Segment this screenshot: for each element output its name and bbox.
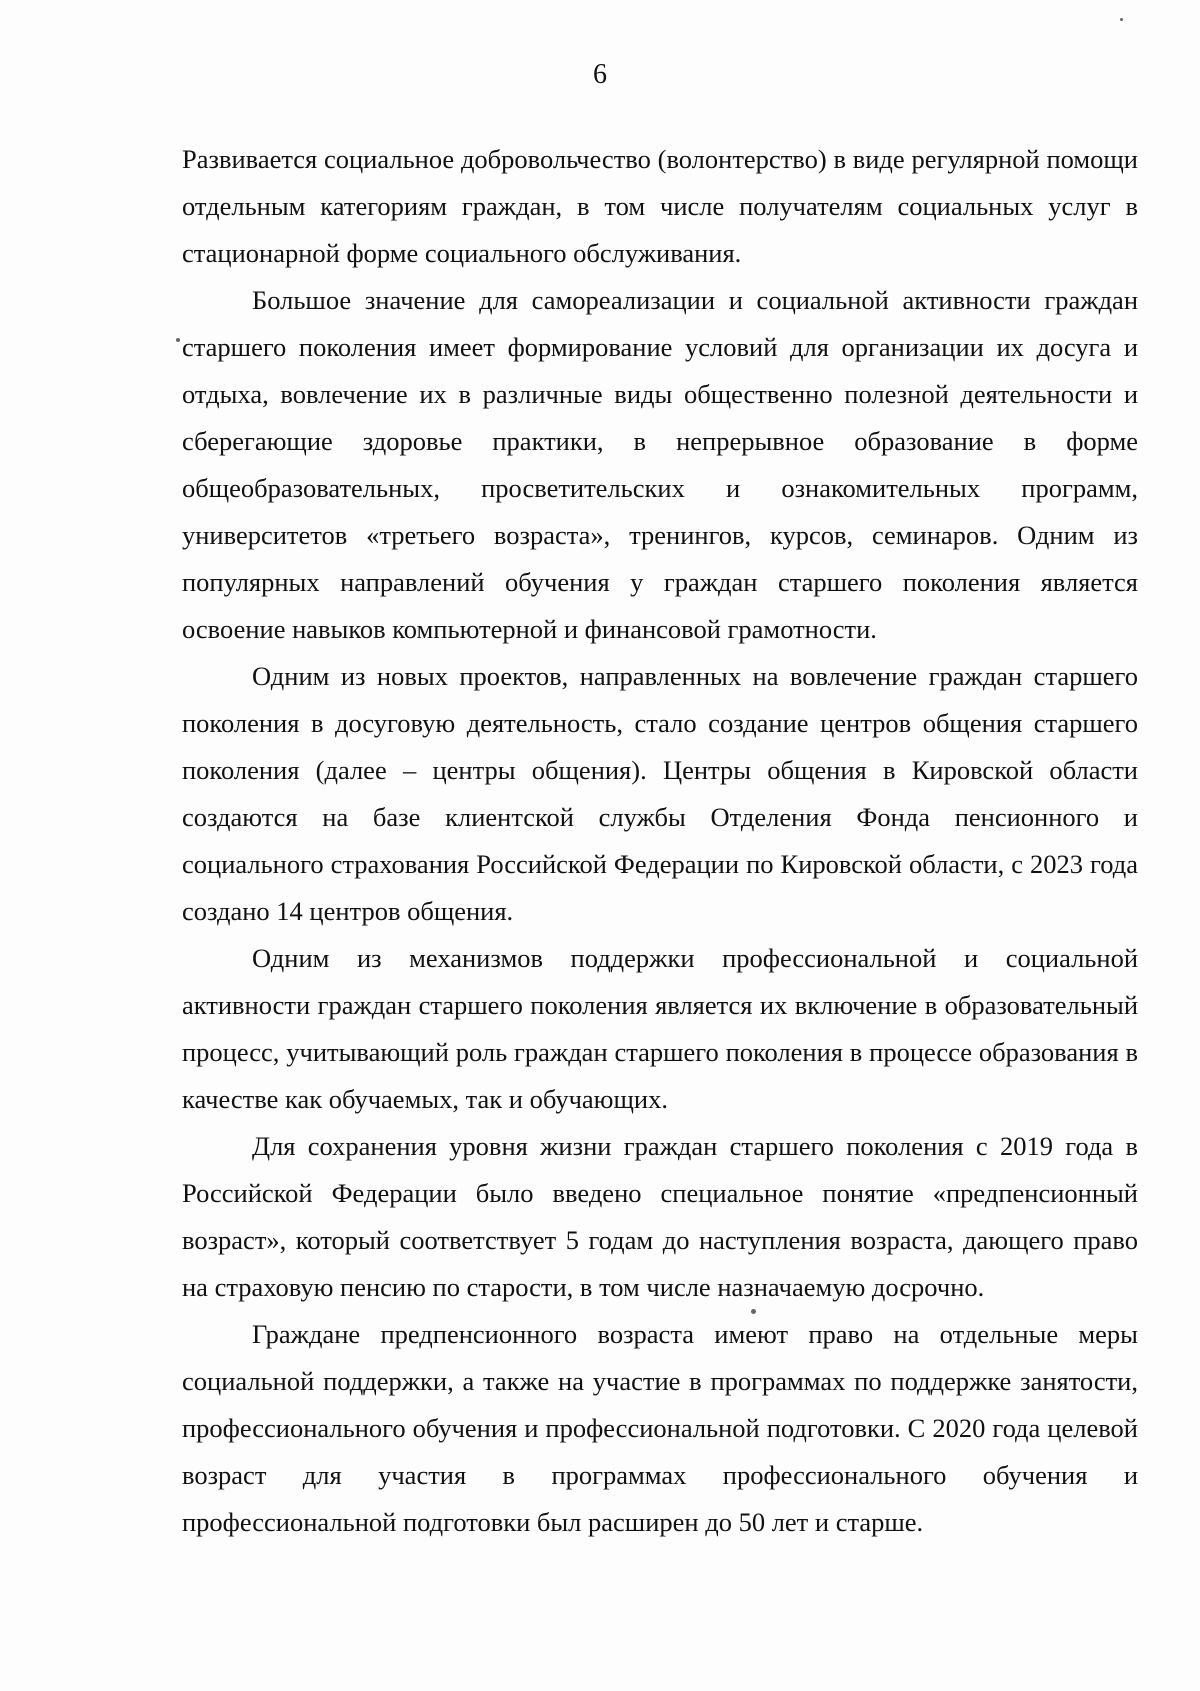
page-number: 6	[593, 59, 607, 90]
paragraph-pre-retirement-support: Граждане предпенсионного возраста имеют право на отдельные меры социальной поддержки, а также на участие в программах по поддержке занятости, профессионального обучения и профессиональной подготовки. С 2020 года целевой возраст для участия в программах профессионального обучения и профессиональной подготовки был расширен до 50 лет и старше.	[182, 1319, 1138, 1537]
paragraph-communication-centers: Одним из новых проектов, направленных на вовлечение граждан старшего поколения в досуговую деятельность, стало создание центров общения старшего поколения (далее – центры общения). Центры общения в Кировской области создаются на базе клиентской службы Отделения Фонда пенсионного и социального страхования Российской Федерации по Кировской области, с 2023 года создано 14 центров общения.	[182, 661, 1138, 926]
paragraph-pre-retirement-age: Для сохранения уровня жизни граждан старшего поколения с 2019 года в Российской Федерации было введено специальное понятие «предпенсионный возраст», который соответствует 5 годам до наступления возраста, дающего право на страховую пенсию по старости, в том числе назначаемую досрочно.	[182, 1131, 1138, 1302]
scan-speck	[176, 338, 180, 342]
paragraph-educational-process: Одним из механизмов поддержки профессиональной и социальной активности граждан старшего поколения является их включение в образовательный процесс, учитывающий роль граждан старшего поколения в процессе образования в качестве как обучаемых, так и обучающих.	[182, 943, 1138, 1114]
paragraph-self-realization: Большое значение для самореализации и социальной активности граждан старшего поколения имеет формирование условий для организации их досуга и отдыха, вовлечение их в различные виды общественно полезной деятельности и сберегающие здоровье практики, в непрерывное образование в форме общеобразовательных, просветительских и ознакомительных программ, университетов «третьего возраста», тренингов, курсов, семинаров. Одним из популярных направлений обучения у граждан старшего поколения является освоение навыков компьютерной и финансовой грамотности.	[182, 285, 1138, 644]
scan-speck	[751, 1309, 756, 1314]
scan-speck	[1120, 18, 1123, 21]
paragraph-volunteering: Развивается социальное добровольчество (волонтерство) в виде регулярной помощи отдельным категориям граждан, в том числе получателям социальных услуг в стационарной форме социального обслуживания.	[182, 144, 1138, 268]
document-body	[182, 136, 1138, 1546]
